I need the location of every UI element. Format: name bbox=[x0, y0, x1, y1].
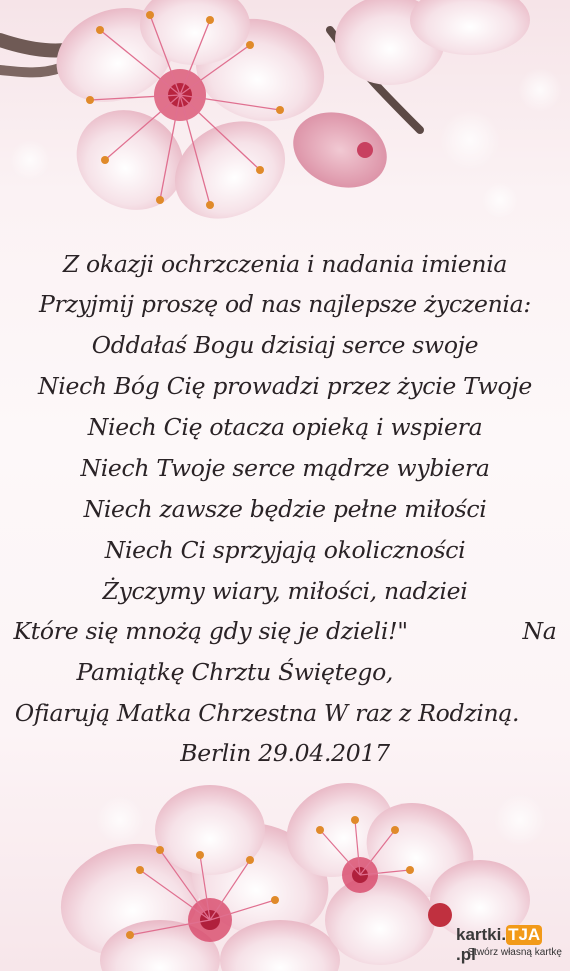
signature-date: Berlin 29.04.2017 bbox=[180, 739, 390, 767]
greeting-line: Ofiarują Matka Chrzestna W raz z Rodziną. bbox=[14, 699, 556, 727]
greeting-line: Oddałaś Bogu dzisiaj serce swoje bbox=[91, 331, 479, 359]
greeting-line: Z okazji ochrzczenia i nadania imienia bbox=[62, 250, 508, 278]
greeting-line: Niech Cię otacza opieką i wspiera bbox=[87, 413, 483, 441]
greeting-line: Niech Twoje serce mądrze wybiera bbox=[80, 454, 490, 482]
greeting-line: Przyjmij proszę od nas najlepsze życzenia: bbox=[39, 290, 531, 318]
greeting-line: Niech Ci sprzyjają okoliczności bbox=[104, 536, 466, 564]
greeting-line: Niech zawsze będzie pełne miłości bbox=[83, 495, 487, 523]
greeting-line: Niech Bóg Cię prowadzi przez życie Twoje bbox=[38, 372, 532, 400]
logo-tagline: Stwórz własną kartkę bbox=[467, 947, 562, 958]
greeting-line: Które się mnożą gdy się je dzieli!" Na bbox=[13, 617, 557, 645]
greeting-line: Życzymy wiary, miłości, nadziei bbox=[102, 577, 468, 605]
logo-wordmark: kartki. TJA.pl bbox=[456, 925, 541, 964]
kartki-tja-logo[interactable] bbox=[456, 925, 562, 965]
greeting-line: Pamiątkę Chrztu Świętego, bbox=[76, 658, 494, 686]
